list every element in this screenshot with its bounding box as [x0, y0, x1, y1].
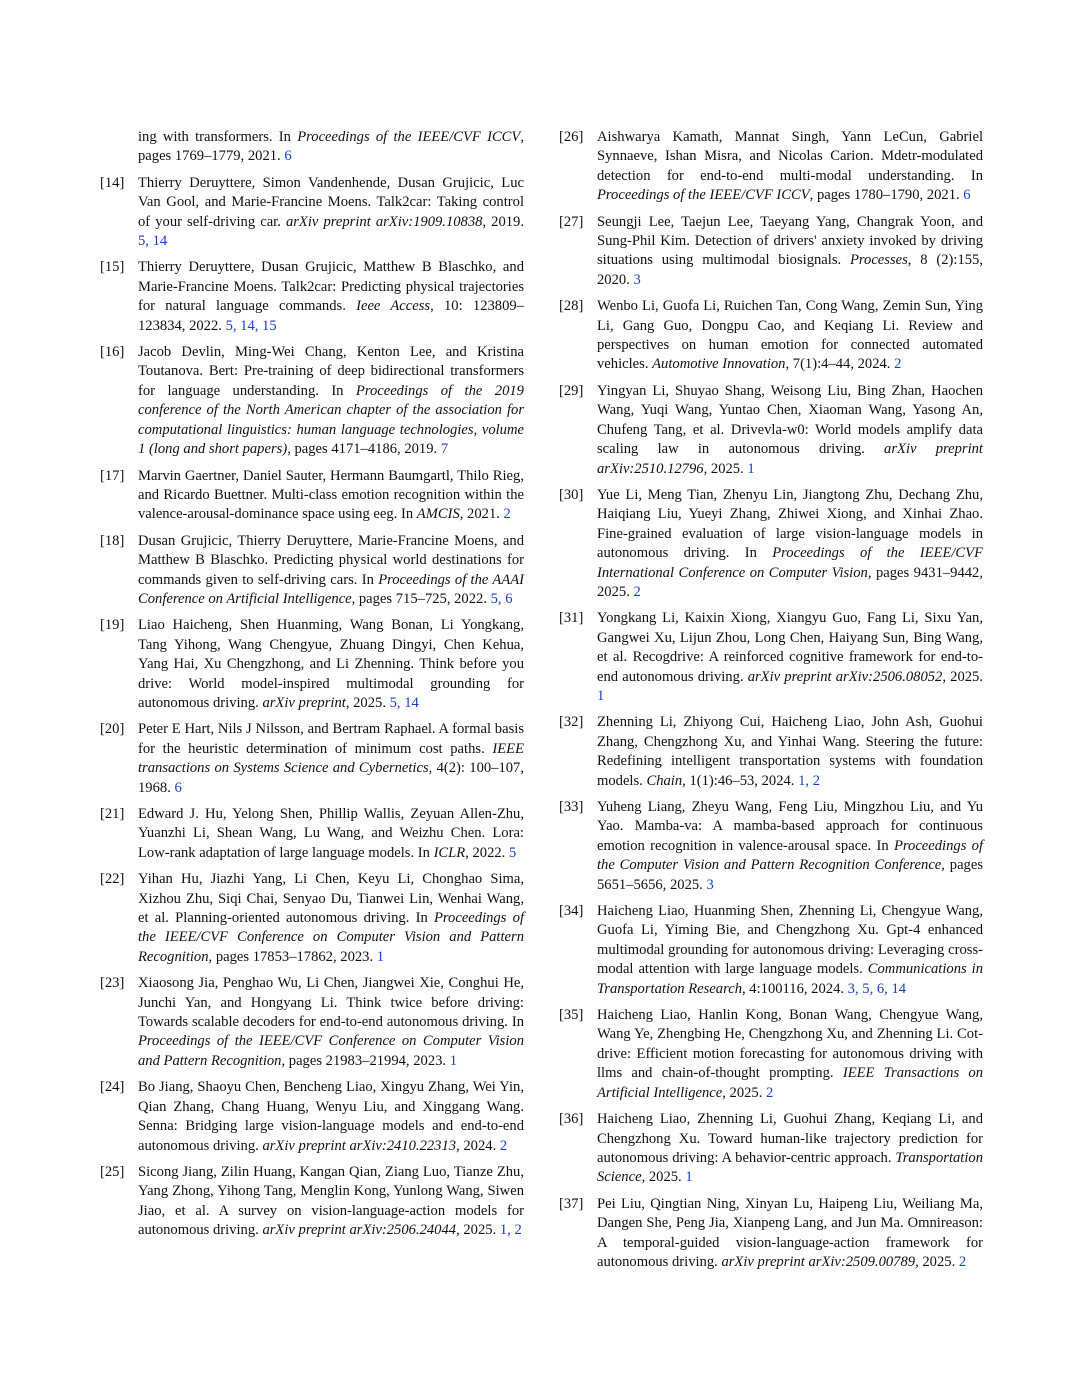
reference-authors-title: Yingyan Li, Shuyao Shang, Weisong Liu, Bing Zhan, Haochen Wang, Yuqi Wang, Yuntao Chen, Xiaoman Wang, Yasong An, Chufeng Tang, et al. Drivevla-w0: World models amplify data scaling law in autonomous driving.: [597, 382, 983, 458]
reference-venue: Chain: [646, 772, 683, 789]
reference-number: [31]: [559, 610, 584, 627]
reference-entry: [559, 902, 983, 999]
reference-venue: IEEE transactions on Systems Science and Cybernetics: [138, 740, 524, 777]
reference-entry: [559, 1110, 983, 1188]
reference-entry: [559, 1006, 983, 1103]
reference-venue: Transportation Science: [597, 1149, 983, 1186]
reference-venue: Proceedings of the IEEE/CVF International Conference on Computer Vision: [597, 545, 983, 581]
back-reference-links[interactable]: 1, 2: [499, 1222, 522, 1239]
back-reference-links[interactable]: 1: [597, 687, 605, 704]
reference-number: [17]: [100, 467, 125, 484]
reference-authors-title: Liao Haicheng, Shen Huanming, Wang Bonan, Li Yongkang, Tang Yihong, Wang Chengyue, Zhuang Dingyi, Chen Kehua, Yang Hai, Xu Chengzhong, and Li Zhenning. Think before you drive: World model-inspired multimodal grounding for autonomous driving.: [138, 617, 524, 711]
back-reference-links[interactable]: 1: [449, 1052, 458, 1069]
reference-number: [30]: [559, 486, 584, 503]
reference-authors-title: Haicheng Liao, Zhenning Li, Guohui Zhang, Keqiang Li, and Chengzhong Xu. Toward human-like trajectory prediction for autonomous driving: A behavior-centric approach.: [597, 1111, 983, 1166]
reference-details: , 7(1):4–44, 2024.: [785, 356, 895, 373]
reference-authors-title: Thierry Deruyttere, Simon Vandenhende, Dusan Grujicic, Luc Van Gool, and Marie-Francine Moens. Talk2car: Taking control of your self-driving car.: [138, 174, 524, 230]
reference-venue: arXiv preprint arXiv:2510.12796: [597, 441, 983, 477]
reference-details: , 10: 123809–123834, 2022.: [138, 298, 524, 334]
reference-details: , 4(2): 100–107, 1968.: [138, 760, 524, 796]
reference-entry: [559, 798, 983, 895]
reference-number: [36]: [559, 1111, 584, 1128]
reference-authors-title: Yongkang Li, Kaixin Xiong, Xiangyu Guo, Fang Li, Sixu Yan, Gangwei Xu, Lijun Zhou, Long Chen, Haiyang Sun, Bing Wang, et al. Recogdrive: A reinforced cognitive framework for end-to-end autonomous driving.: [597, 610, 983, 685]
back-reference-links[interactable]: 1: [376, 948, 385, 965]
reference-authors-title: Thierry Deruyttere, Dusan Grujicic, Matthew B Blaschko, and Marie-Francine Moens. Talk2car: Predicting physical trajectories for natural language commands.: [138, 259, 524, 315]
reference-number: [33]: [559, 799, 584, 815]
back-reference-links[interactable]: 5, 14: [138, 233, 168, 250]
reference-details: , 2025.: [345, 694, 390, 711]
reference-number: [19]: [100, 617, 125, 634]
reference-entry: [100, 1078, 524, 1156]
reference-venue: Proceedings of the Computer Vision and Pattern Recognition Conference: [597, 837, 984, 874]
reference-entry: [100, 128, 524, 167]
reference-authors-title: Xiaosong Jia, Penghao Wu, Li Chen, Jiangwei Xie, Conghui He, Junchi Yan, and Hongyang Li. Think twice before driving: Towards scalable decoders for end-to-end autonomous driving. In: [138, 975, 524, 1031]
reference-authors-title: Haicheng Liao, Hanlin Kong, Bonan Wang, Chengyue Wang, Wang Ye, Zhengbing He, Chengzhong Xu, and Zhenning Li. Cot-drive: Efficient motion forecasting for autonomous driving with llms and chain-of-thought prompting.: [597, 1007, 983, 1082]
reference-authors-title: Marvin Gaertner, Daniel Sauter, Hermann Baumgartl, Thilo Rieg, and Ricardo Buettner. Multi-class emotion recognition within the valence-arousal-dominance space using eeg. In: [138, 467, 524, 523]
reference-venue: arXiv preprint arXiv:2506.08052: [747, 668, 943, 685]
reference-venue: IEEE Transactions on Artificial Intelligence: [597, 1065, 983, 1101]
reference-authors-title: Peter E Hart, Nils J Nilsson, and Bertram Raphael. A formal basis for the heuristic determination of minimum cost paths.: [138, 721, 524, 757]
reference-venue: Communications in Transportation Research: [597, 961, 983, 997]
reference-number: [21]: [100, 806, 125, 822]
reference-entry: [559, 213, 983, 291]
reference-details: , pages 4171–4186, 2019.: [287, 441, 441, 458]
reference-entry: [100, 616, 524, 713]
back-reference-links[interactable]: 2: [958, 1253, 967, 1270]
reference-entry: [100, 805, 524, 863]
reference-authors-title: Jacob Devlin, Ming-Wei Chang, Kenton Lee, and Kristina Toutanova. Bert: Pre-training of deep bidirectional transformers for language understanding. In: [138, 344, 524, 399]
reference-venue: arXiv preprint arXiv:2506.24044: [262, 1222, 457, 1239]
reference-authors-title: Aishwarya Kamath, Mannat Singh, Yann LeCun, Gabriel Synnaeve, Ishan Misra, and Nicolas Carion. Mdetr-modulated detection for end-to-end multi-modal understanding. In: [597, 129, 983, 184]
reference-details: , 2021.: [459, 506, 504, 523]
reference-venue: Proceedings of the 2019 conference of the North American chapter of the association for computational linguistics: human language technologies, volume 1 (long and short papers): [138, 382, 524, 458]
reference-entry: [100, 258, 524, 336]
back-reference-links[interactable]: 5, 14: [389, 694, 419, 711]
reference-details: , 4:100116, 2024.: [742, 980, 848, 997]
back-reference-links[interactable]: 5: [508, 844, 517, 861]
reference-authors-title: Zhenning Li, Zhiyong Cui, Haicheng Liao, John Ash, Guohui Zhang, Chengzhong Xu, and Yinhai Wang. Steering the future: Redefining intelligent transportation systems with foundation models.: [597, 714, 983, 789]
reference-details: , 2025.: [456, 1222, 500, 1239]
reference-entry: [100, 174, 524, 252]
references-right-column: [559, 128, 983, 1279]
reference-authors-title: Bo Jiang, Shaoyu Chen, Bencheng Liao, Xingyu Zhang, Wei Yin, Qian Zhang, Chang Huang, Wenyu Liu, and Xinggang Wang. Senna: Bridging large vision-language models and end-to-end autonomous driving.: [138, 1079, 524, 1154]
reference-number: [24]: [100, 1079, 125, 1096]
reference-authors-title: Pei Liu, Qingtian Ning, Xinyan Lu, Haipeng Liu, Weiliang Ma, Dangen She, Peng Jia, Xianpeng Lang, and Jun Ma. Omnireason: A temporal-guided vision-language-action framework for autonomous driving.: [597, 1195, 983, 1270]
back-reference-links[interactable]: 2: [503, 506, 511, 523]
reference-venue: arXiv preprint: [262, 694, 346, 711]
reference-details: , 2019.: [482, 213, 524, 230]
back-reference-links[interactable]: 1: [747, 460, 755, 477]
reference-number: [15]: [100, 259, 125, 276]
reference-number: [18]: [100, 532, 125, 549]
reference-details: , 8 (2):155, 2020.: [597, 252, 983, 288]
back-reference-links[interactable]: 6: [174, 779, 182, 796]
reference-number: [20]: [100, 721, 125, 738]
reference-details: , 2025.: [641, 1169, 686, 1186]
back-reference-links[interactable]: 2: [633, 583, 641, 600]
reference-entry: [559, 486, 983, 602]
reference-entry: [100, 974, 524, 1071]
back-reference-links[interactable]: 7: [440, 441, 449, 458]
reference-details: , pages 715–725, 2022.: [351, 590, 491, 607]
reference-venue: arXiv preprint arXiv:1909.10838: [285, 213, 483, 230]
reference-entry: [100, 720, 524, 798]
reference-venue: Proceedings of the AAAI Conference on Artificial Intelligence: [138, 571, 525, 607]
reference-venue: arXiv preprint arXiv:2509.00789: [721, 1253, 916, 1270]
reference-entry: [100, 343, 524, 459]
reference-authors-title: Yuheng Liang, Zheyu Wang, Feng Liu, Mingzhou Liu, and Yu Yao. Mamba-va: A mamba-based approach for continuous emotion recognition in valence-arousal space. In: [597, 799, 983, 854]
reference-number: [32]: [559, 714, 584, 731]
reference-number: [22]: [100, 871, 125, 888]
reference-venue: Ieee Access: [356, 298, 431, 315]
reference-venue: Proceedings of the IEEE/CVF Conference on Computer Vision and Pattern Recognition: [138, 1033, 524, 1069]
reference-authors-title: Seungji Lee, Taejun Lee, Taeyang Yang, Changrak Yoon, and Sung-Phil Kim. Detection of drivers' anxiety invoked by driving situations using multimodal biosignals.: [597, 213, 983, 269]
back-reference-links[interactable]: 2: [894, 356, 902, 373]
reference-details: , 2022.: [465, 844, 509, 861]
reference-details: , 2024.: [456, 1137, 500, 1154]
back-reference-links[interactable]: 6: [284, 148, 292, 165]
reference-venue: arXiv preprint arXiv:2410.22313: [262, 1137, 457, 1154]
reference-details: , 2025.: [915, 1253, 959, 1270]
reference-authors-title: Yue Li, Meng Tian, Zhenyu Lin, Jiangtong Zhu, Dechang Zhu, Haiqiang Liu, Yueyi Zhang, Zhiwei Xiong, and Xinhai Zhao. Fine-grained evaluation of large vision-language models in autonomous driving. In: [597, 486, 983, 562]
back-reference-links[interactable]: 6: [963, 187, 971, 204]
back-reference-links[interactable]: 2: [766, 1084, 774, 1101]
reference-details: , 2025.: [942, 668, 983, 685]
back-reference-links[interactable]: 3: [706, 876, 714, 893]
reference-entry: [100, 467, 524, 525]
back-reference-links[interactable]: 5, 6: [490, 590, 513, 607]
reference-number: [23]: [100, 975, 125, 992]
reference-venue: Processes: [849, 252, 908, 269]
reference-venue: Proceedings of the IEEE/CVF ICCV: [597, 187, 810, 204]
reference-details: , pages 21983–21994, 2023.: [281, 1052, 450, 1069]
back-reference-links[interactable]: 1, 2: [798, 772, 820, 789]
reference-authors-title: Yihan Hu, Jiazhi Yang, Li Chen, Keyu Li, Chonghao Sima, Xizhou Zhu, Siqi Chai, Senyao Du, Tianwei Lin, Wenhai Wang, et al. Planning-oriented autonomous driving. In: [138, 871, 524, 927]
reference-authors-title: Dusan Grujicic, Thierry Deruyttere, Marie-Francine Moens, and Matthew B Blaschko. Predicting physical world destinations for commands given to self-driving cars. In: [138, 532, 524, 588]
reference-number: [29]: [559, 382, 584, 399]
reference-details: , pages 1780–1790, 2021.: [809, 187, 964, 204]
reference-details: , 2025.: [703, 460, 748, 477]
reference-authors-title: ing with transformers. In: [138, 129, 298, 145]
reference-entry: [559, 609, 983, 706]
reference-authors-title: Haicheng Liao, Huanming Shen, Zhenning Li, Chengyue Wang, Guofa Li, Yiming Bie, and Chengzhong Xu. Gpt-4 enhanced multimodal grounding for autonomous driving: Leveraging cross-modal attention with large language models.: [597, 903, 983, 978]
references-left-column: [100, 128, 524, 1248]
reference-number: [27]: [559, 213, 584, 230]
reference-entry: [559, 382, 983, 479]
reference-entry: [559, 297, 983, 375]
reference-number: [26]: [559, 129, 584, 145]
reference-venue: Proceedings of the IEEE/CVF Conference on Computer Vision and Pattern Recognition: [138, 910, 524, 965]
reference-venue: Proceedings of the IEEE/CVF ICCV: [297, 129, 521, 145]
back-reference-links[interactable]: 2: [499, 1137, 508, 1154]
reference-entry: [100, 870, 524, 967]
reference-number: [28]: [559, 298, 584, 315]
back-reference-links[interactable]: 3: [633, 271, 641, 288]
reference-authors-title: Edward J. Hu, Yelong Shen, Phillip Wallis, Zeyuan Allen-Zhu, Yuanzhi Li, Shean Wang, Lu Wang, and Weizhu Chen. Lora: Low-rank adaptation of large language models. In: [138, 806, 524, 861]
reference-number: [25]: [100, 1163, 125, 1180]
reference-venue: Automotive Innovation: [652, 356, 786, 373]
reference-entry: [559, 128, 983, 206]
reference-venue: ICLR: [433, 844, 466, 861]
reference-details: , pages 9431–9442, 2025.: [597, 564, 983, 600]
reference-entry: [559, 1195, 983, 1273]
reference-number: [16]: [100, 344, 125, 361]
reference-authors-title: Wenbo Li, Guofa Li, Ruichen Tan, Cong Wang, Zemin Sun, Ying Li, Gang Guo, Dongpu Cao, and Keqiang Li. Review and perspectives on human emotion for connected automated vehicles.: [597, 298, 983, 373]
reference-entry: [559, 713, 983, 791]
reference-authors-title: Sicong Jiang, Zilin Huang, Kangan Qian, Ziang Luo, Tianze Zhu, Yang Zhong, Yihong Tang, Menglin Kong, Yunlong Wang, Siwen Jiao, et al. A survey on vision-language-action models for autonomous driving.: [138, 1163, 524, 1239]
reference-venue: AMCIS: [416, 506, 460, 523]
reference-details: , pages 1769–1779, 2021.: [138, 129, 524, 165]
reference-number: [35]: [559, 1007, 584, 1024]
reference-details: , pages 5651–5656, 2025.: [597, 857, 984, 893]
reference-entry: [100, 532, 524, 610]
back-reference-links[interactable]: 1: [685, 1169, 693, 1186]
back-reference-links[interactable]: 3, 5, 6, 14: [847, 980, 907, 997]
reference-details: , 2025.: [722, 1084, 767, 1101]
reference-number: [34]: [559, 903, 584, 920]
back-reference-links[interactable]: 5, 14, 15: [225, 317, 277, 334]
reference-number: [37]: [559, 1195, 584, 1212]
reference-details: , pages 17853–17862, 2023.: [208, 948, 377, 965]
reference-number: [14]: [100, 174, 125, 191]
reference-details: , 1(1):46–53, 2024.: [682, 772, 799, 789]
reference-entry: [100, 1163, 524, 1241]
